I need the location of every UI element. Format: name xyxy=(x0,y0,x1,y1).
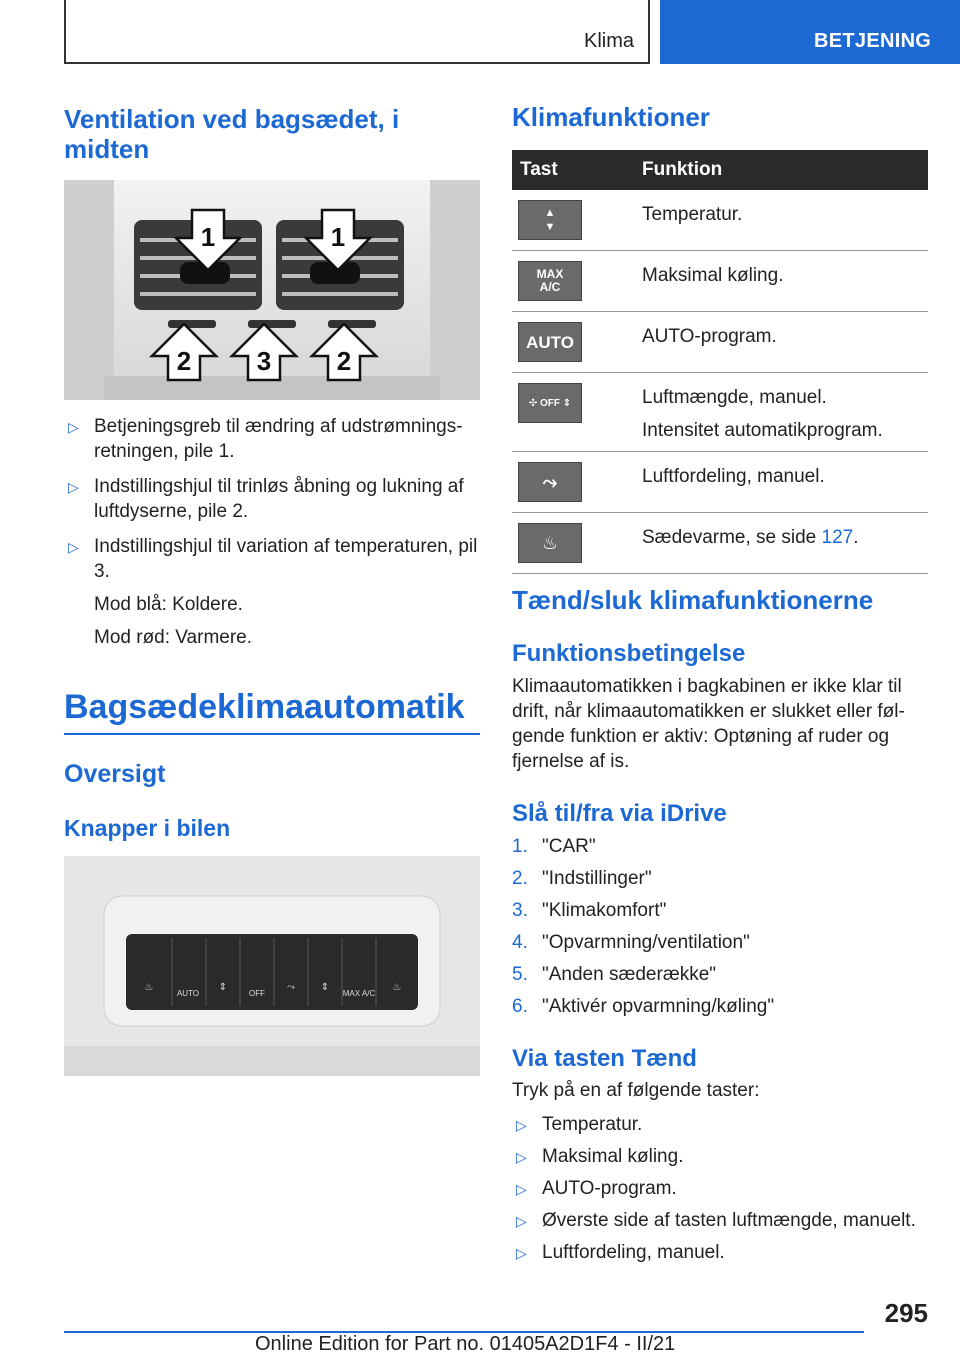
warm-note: Mod rød: Varmere. xyxy=(94,627,253,648)
table-row xyxy=(512,312,928,373)
vent-bullet-list xyxy=(64,414,480,660)
list-item: 3. "Klimakomfort" xyxy=(512,900,667,921)
functions-table xyxy=(512,150,928,574)
rear-vent-image xyxy=(64,180,480,400)
list-item: ▷ Indstillingshjul til trinløs åbning og lukning af luftdyserne, pile 2. xyxy=(68,476,464,522)
triangle-bullet-icon: ▷ xyxy=(68,419,79,435)
svg-text:⤳: ⤳ xyxy=(287,982,295,993)
vent-label-1a: 1 xyxy=(200,222,216,252)
triangle-bullet-icon: ▷ xyxy=(68,479,79,495)
list-item: ▷ Betjeningsgreb til ændring af udstrømningsretningen, pile 1. xyxy=(68,416,463,462)
list-item: 4. "Opvarmning/ventilation" xyxy=(512,932,750,953)
vent-label-1b: 1 xyxy=(330,222,346,252)
main-heading: Bagsædeklimaautomatik xyxy=(64,688,465,726)
list-item: 5. "Anden sæderække" xyxy=(512,964,717,985)
list-item: 1. "CAR" xyxy=(512,836,596,857)
table-header-function: Funktion xyxy=(634,150,928,190)
fan-off-icon: ✣ OFF ⇕ xyxy=(518,383,582,423)
button-heading: Via tasten Tænd xyxy=(512,1045,697,1072)
onoff-heading: Tænd/sluk klimafunktionerne xyxy=(512,585,874,615)
cold-note: Mod blå: Koldere. xyxy=(94,594,243,615)
functions-heading: Klimafunktioner xyxy=(512,102,710,132)
list-item: 2. "Indstillinger" xyxy=(512,868,652,889)
table-cell: Temperatur. xyxy=(634,190,928,251)
vent-label-2b: 2 xyxy=(336,346,352,376)
page-link[interactable]: 127 xyxy=(821,527,854,548)
idrive-heading: Slå til/fra via iDrive xyxy=(512,800,727,827)
vent-heading: Ventilation ved bagsædet, i midten xyxy=(64,104,400,164)
buttons-heading: Knapper i bilen xyxy=(64,815,231,841)
table-header-key: Tast xyxy=(512,150,634,190)
triangle-bullet-icon: ▷ xyxy=(516,1117,527,1133)
list-item: ▷ AUTO-program. xyxy=(512,1176,928,1201)
triangle-bullet-icon: ▷ xyxy=(68,539,79,555)
table-cell: AUTO-program. xyxy=(634,312,928,373)
table-cell: Sædevarme, se side 127. xyxy=(634,513,928,574)
condition-text: Klimaautomatikken i bagkabinen er ikke klar til drift, når klimaautomatikken er slukket eller følgende funktion er aktiv: Optøning af ruder og fjernelse af is. xyxy=(512,676,905,772)
section-title: BETJENING xyxy=(814,30,932,52)
panel-auto-label: AUTO xyxy=(176,989,200,998)
button-bullet-list xyxy=(512,1112,928,1272)
list-item: ▷ Maksimal køling. xyxy=(512,1144,928,1169)
list-item: ▷ Luftfordeling, manuel. xyxy=(512,1240,928,1265)
svg-text:⇕: ⇕ xyxy=(320,982,330,993)
page-number: 295 xyxy=(884,1298,928,1328)
header-right-tab xyxy=(660,0,960,64)
table-row xyxy=(512,251,928,312)
list-item: 6. "Aktivér opvarmning/køling" xyxy=(512,996,775,1017)
condition-heading: Funktionsbetingelse xyxy=(512,640,746,667)
svg-text:♨: ♨ xyxy=(144,982,154,993)
heading-rule xyxy=(64,733,480,735)
table-cell: Luftfordeling, manuel. xyxy=(634,452,928,513)
list-item: ▷ Indstillingshjul til variation af temperaturen, pil 3. Mod blå: Koldere. Mod rød: Varmere. xyxy=(64,534,480,650)
edition-text: Online Edition for Part no. 01405A2D1F4 - II/21 xyxy=(255,1333,676,1355)
panel-off-label: OFF xyxy=(249,989,265,998)
triangle-bullet-icon: ▷ xyxy=(516,1213,527,1229)
list-item: ▷ Temperatur. xyxy=(512,1112,928,1137)
triangle-bullet-icon: ▷ xyxy=(516,1181,527,1197)
triangle-bullet-icon: ▷ xyxy=(516,1149,527,1165)
table-cell: Luftmængde, manuel. Intensitet automatikprogram. xyxy=(634,373,928,452)
vent-label-2a: 2 xyxy=(176,346,192,376)
table-row xyxy=(512,373,928,452)
triangle-bullet-icon: ▷ xyxy=(516,1245,527,1261)
auto-icon: AUTO xyxy=(518,322,582,362)
list-item: ▷ Øverste side af tasten luftmængde, manuelt. xyxy=(512,1208,928,1233)
chapter-title: Klima xyxy=(583,30,634,52)
button-intro: Tryk på en af følgende taster: xyxy=(512,1080,760,1101)
vent-label-3: 3 xyxy=(256,346,272,376)
table-row xyxy=(512,452,928,513)
up-down-arrows-icon: ▲ ▼ xyxy=(518,200,582,240)
table-row xyxy=(512,190,928,251)
panel-maxac-label: MAX A/C xyxy=(342,989,376,998)
svg-text:⇕: ⇕ xyxy=(218,982,228,993)
air-distribution-icon: ⤳ xyxy=(518,462,582,502)
climate-panel-image xyxy=(64,856,480,1076)
seat-heating-icon: ♨ xyxy=(518,523,582,563)
table-cell: Maksimal køling. xyxy=(634,251,928,312)
overview-heading: Oversigt xyxy=(64,760,166,788)
max-ac-icon: MAX A/C xyxy=(518,261,582,301)
header-left-box xyxy=(64,0,650,64)
svg-text:♨: ♨ xyxy=(392,982,402,993)
idrive-steps xyxy=(512,834,928,1026)
table-row xyxy=(512,513,928,574)
